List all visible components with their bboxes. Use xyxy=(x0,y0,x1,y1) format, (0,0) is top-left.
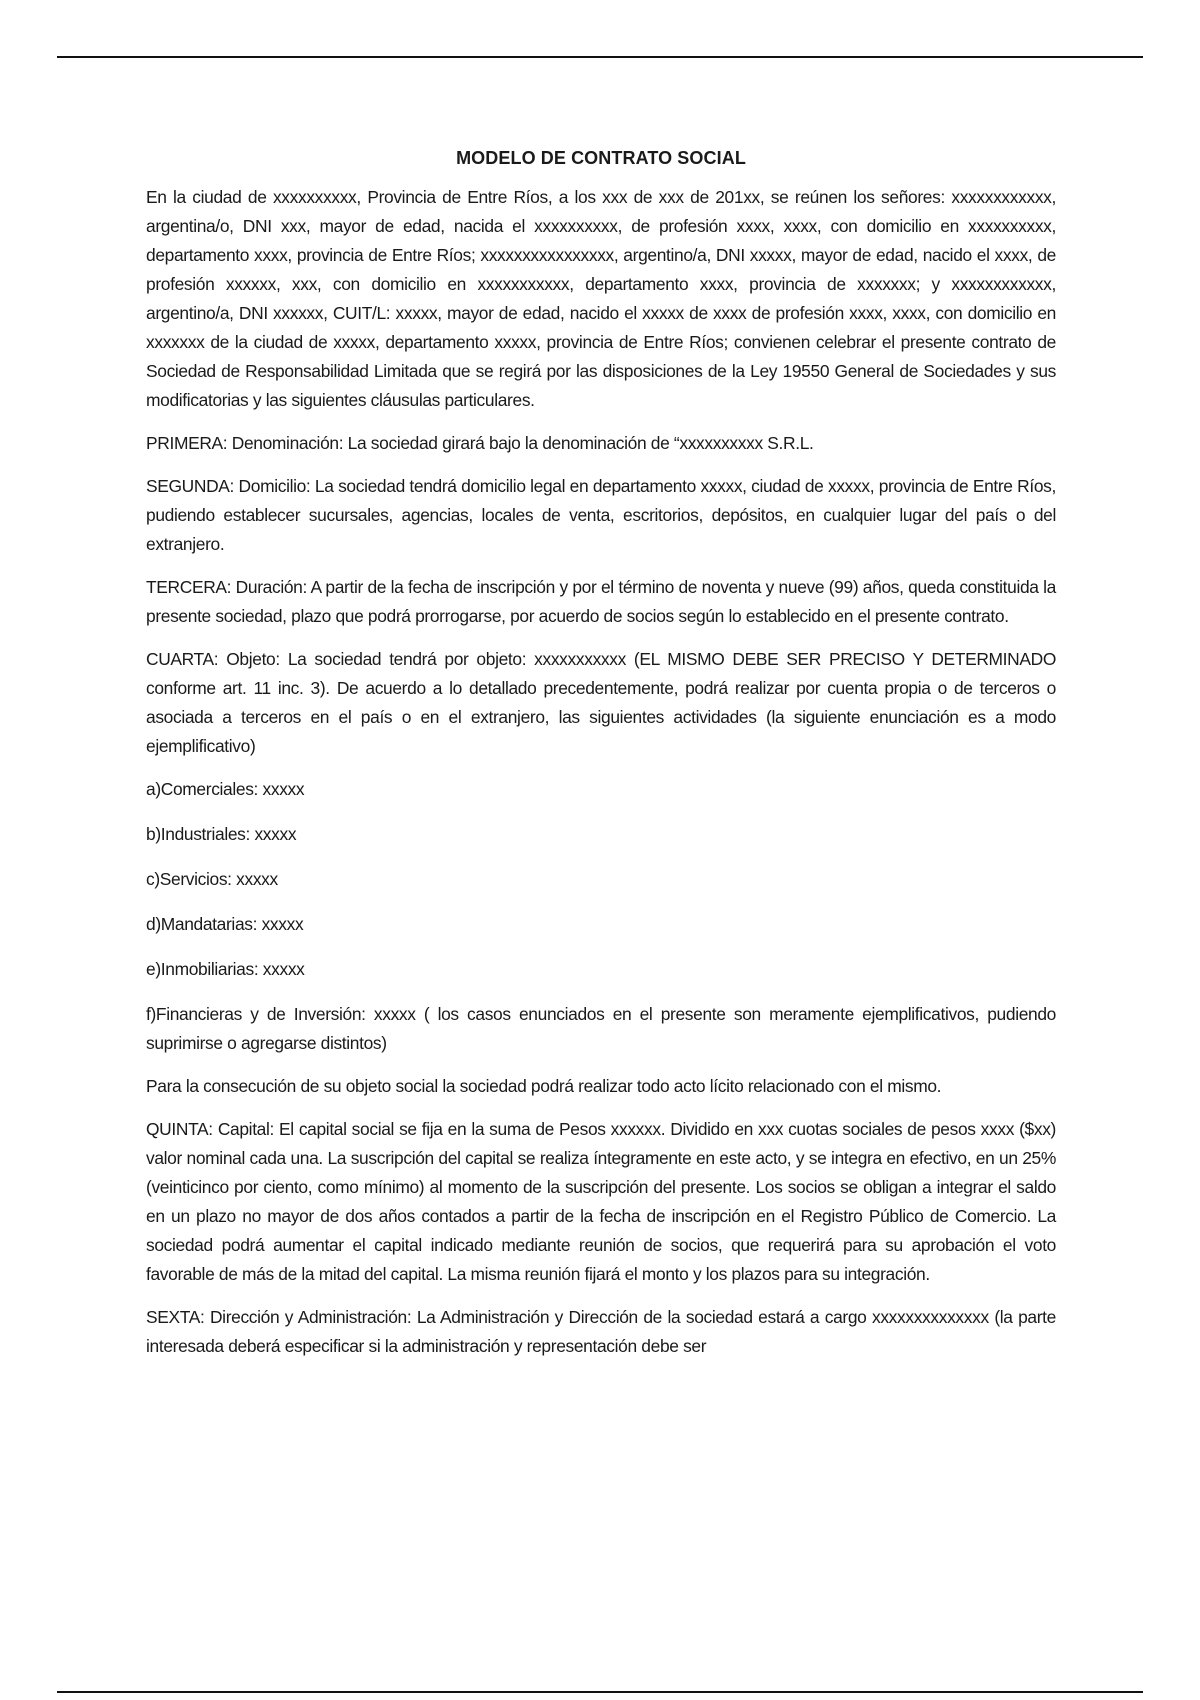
list-item-b: b)Industriales: xxxxx xyxy=(146,824,297,844)
top-rule xyxy=(57,56,1143,58)
list-item-d: d)Mandatarias: xxxxx xyxy=(146,914,304,934)
clause-primera: PRIMERA: Denominación: La sociedad girará bajo la denominación de “xxxxxxxxxx S.R.L. xyxy=(146,433,814,453)
list-item-a: a)Comerciales: xxxxx xyxy=(146,779,305,799)
clause-quinta: QUINTA: Capital: El capital social se fija en la suma de Pesos xxxxxx. Dividido en xxx cuotas sociales de pesos xxxx ($xx) valor nominal cada una. La suscripción del capital se realiza íntegramente en este acto, y se integra en efectivo, en un 25% (veinticinco por ciento, como mínimo) al momento de la suscripción del presente. Los socios se obligan a integrar el saldo en un plazo no mayor de dos años contados a partir de la fecha de inscripción en el Registro Público de Comercio. La sociedad podrá aumentar el capital indicado mediante reunión de socios, que requerirá para su aprobación el voto favorable de más de la mitad del capital. La misma reunión fijará el monto y los plazos para su integración. xyxy=(146,1119,1056,1284)
intro-paragraph: En la ciudad de xxxxxxxxxx, Provincia de Entre Ríos, a los xxx de xxx de 201xx, se reúnen los señores: xxxxxxxxxxxx, argentina/o, DNI xxx, mayor de edad, nacida el xxxxxxxxxx, de profesión xxxx, xxxx, con domicilio en xxxxxxxxxx, departamento xxxx, provincia de Entre Ríos; xxxxxxxxxxxxxxxx, argentino/a, DNI xxxxx, mayor de edad, nacido el xxxx, de profesión xxxxxx, xxx, con domicilio en xxxxxxxxxxx, departamento xxxx, provincia de xxxxxxx; y xxxxxxxxxxxx, argentino/a, DNI xxxxxx, CUIT/L: xxxxx, mayor de edad, nacido el xxxxx de xxxx de profesión xxxx, xxxx, con domicilio en xxxxxxx de la ciudad de xxxxx, departamento xxxxx, provincia de Entre Ríos; convienen celebrar el presente contrato de Sociedad de Responsabilidad Limitada que se regirá por las disposiciones de la Ley 19550 General de Sociedades y sus modificatorias y las siguientes cláusulas particulares. xyxy=(146,187,1056,410)
document-title: MODELO DE CONTRATO SOCIAL xyxy=(456,148,746,168)
clause-tercera: TERCERA: Duración: A partir de la fecha de inscripción y por el término de noventa y nueve (99) años, queda constituida la presente sociedad, plazo que podrá prorrogarse, por acuerdo de socios según lo establecido en el presente contrato. xyxy=(146,577,1056,626)
document-page xyxy=(146,143,1056,1375)
list-item-f: f)Financieras y de Inversión: xxxxx ( los casos enunciados en el presente son meramente ejemplificativos, pudiendo suprimirse o agregarse distintos) xyxy=(146,1004,1056,1053)
list-item-e: e)Inmobiliarias: xxxxx xyxy=(146,959,305,979)
object-closing-paragraph: Para la consecución de su objeto social la sociedad podrá realizar todo acto lícito relacionado con el mismo. xyxy=(146,1076,942,1096)
bottom-rule xyxy=(57,1691,1143,1693)
clause-segunda: SEGUNDA: Domicilio: La sociedad tendrá domicilio legal en departamento xxxxx, ciudad de xxxxx, provincia de Entre Ríos, pudiendo establecer sucursales, agencias, locales de venta, escritorios, depósitos, en cualquier lugar del país o del extranjero. xyxy=(146,476,1056,554)
list-item-c: c)Servicios: xxxxx xyxy=(146,869,278,889)
clause-sexta: SEXTA: Dirección y Administración: La Administración y Dirección de la sociedad estará a cargo xxxxxxxxxxxxxx (la parte interesada deberá especificar si la administración y representación debe ser xyxy=(146,1307,1056,1356)
clause-cuarta: CUARTA: Objeto: La sociedad tendrá por objeto: xxxxxxxxxxx (EL MISMO DEBE SER PRECISO Y DETERMINADO conforme art. 11 inc. 3). De acuerdo a lo detallado precedentemente, podrá realizar por cuenta propia o de terceros o asociada a terceros en el país o en el extranjero, las siguientes actividades (la siguiente enunciación es a modo ejemplificativo) xyxy=(146,649,1056,756)
